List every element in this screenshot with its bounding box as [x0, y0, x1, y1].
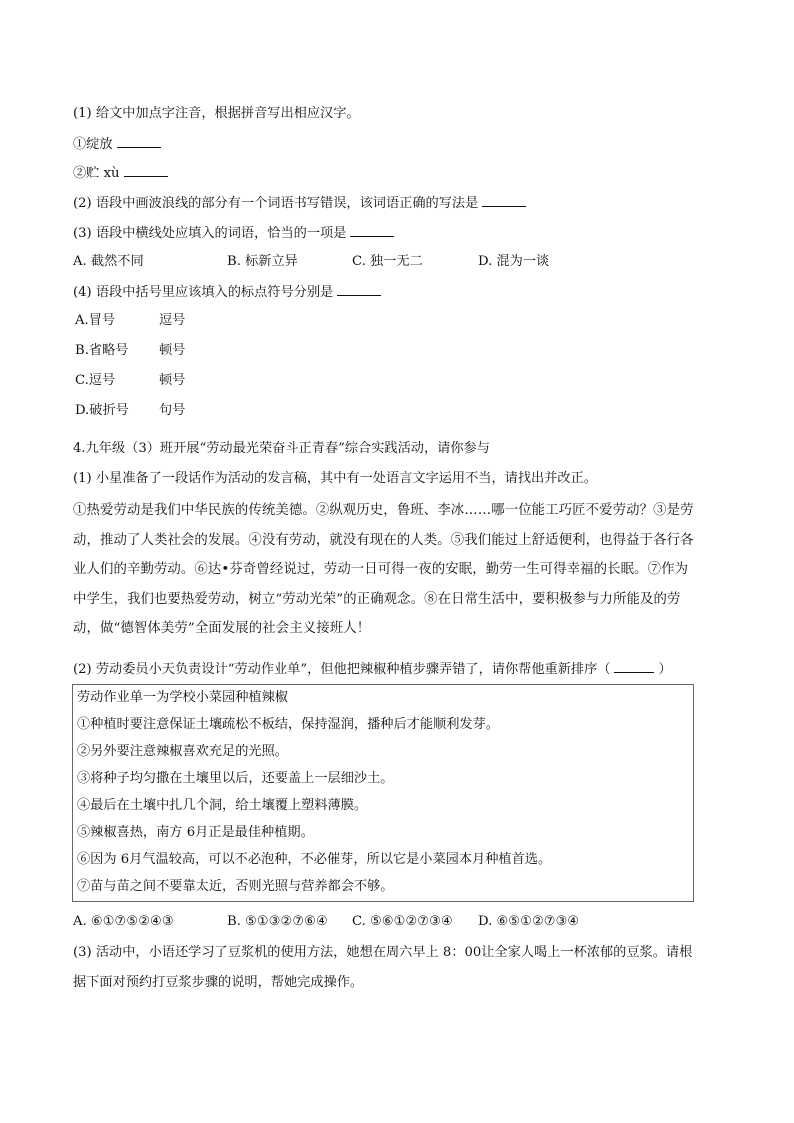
option-b[interactable]: [75, 342, 185, 360]
answer-blank[interactable]: [117, 135, 161, 148]
option-label: D.破折号: [75, 403, 129, 418]
paragraph-line: ①热爱劳动是我们中华民族的传统美德。②纵观历史，鲁班、李冰……哪一位能工巧匠不爱劳动？③是劳: [73, 503, 694, 518]
labor-worksheet-box: [72, 684, 694, 902]
worksheet-step: ⑤辣椒喜热，南方 6月正是最佳种植期。: [77, 825, 314, 840]
question-4-heading: 4.九年级（3）班开展“劳动最光荣奋斗正青春”综合实践活动，请你参与: [73, 441, 490, 456]
paragraph-line: 业人们的辛勤劳动。⑥达•芬奇曾经说过，劳动一日可得一夜的安眠，勤劳一生可得幸福的长眠。⑦作为: [73, 562, 689, 577]
paragraph-line: 中学生，我们也要热爱劳动，树立“劳动光荣”的正确观念。⑧在日常生活中，要积极参与力所能及的劳: [73, 591, 681, 607]
question-text: (2) 劳动委员小天负责设计“劳动作业单”，但他把辣椒种植步骤弄错了，请你帮他重新排序（: [73, 662, 611, 677]
option-d[interactable]: D. 混为一谈: [478, 254, 550, 269]
worksheet-step: ①种植时要注意保证土壤疏松不板结，保持湿润，播种后才能顺利发芽。: [77, 717, 499, 732]
option-c[interactable]: C. ⑤⑥①②⑦③④: [352, 914, 453, 929]
answer-blank[interactable]: [614, 660, 654, 673]
question-4-1: (1) 小星准备了一段话作为活动的发言稿，其中有一处语言文字运用不当，请找出并改正。: [73, 471, 597, 486]
answer-blank[interactable]: [124, 164, 168, 177]
question-3-2: [73, 194, 526, 213]
option-a[interactable]: A. ⑥①⑦⑤②④③: [73, 914, 174, 929]
item-text: ②贮 xù: [73, 166, 120, 181]
worksheet-step: ⑦苗与苗之间不要靠太近，否则光照与营养都会不够。: [77, 879, 394, 894]
worksheet-title: 劳动作业单一为学校小菜园种植辣椒: [77, 690, 288, 705]
option-d[interactable]: D. ⑥⑤①②⑦③④: [478, 914, 580, 929]
option-d[interactable]: [75, 402, 185, 420]
question-3-3: [73, 224, 394, 243]
question-3-4: [73, 283, 381, 302]
paragraph-line: 动，做“德智体美劳”全面发展的社会主义接班人！: [73, 621, 371, 636]
question-text: (2) 语段中画波浪线的部分有一个词语书写错误，该词语正确的写法是: [73, 196, 479, 211]
answer-blank[interactable]: [350, 224, 394, 237]
question-4-3-line-1: (3) 活动中，小语还学习了豆浆机的使用方法，她想在周六早上 8：00让全家人喝上一杯浓郁的豆浆。请根: [73, 945, 693, 960]
item-text: ①绽放: [73, 137, 113, 152]
option-c[interactable]: C. 独一无二: [352, 254, 423, 269]
option-a[interactable]: [75, 312, 185, 330]
question-text: (3) 语段中横线处应填入的词语，恰当的一项是: [73, 226, 347, 241]
question-text: (4) 语段中括号里应该填入的标点符号分别是: [73, 285, 334, 300]
answer-blank[interactable]: [482, 194, 526, 207]
worksheet-step: ②另外要注意辣椒喜欢充足的光照。: [77, 744, 288, 759]
question-3-1: (1) 给文中加点字注音，根据拼音写出相应汉字。: [73, 106, 360, 121]
option-a[interactable]: A. 截然不同: [73, 254, 144, 269]
answer-blank[interactable]: [337, 283, 381, 296]
question-3-1-b: [73, 164, 168, 183]
question-4-2: [73, 660, 672, 679]
option-b[interactable]: B. ⑤①③②⑦⑥④: [227, 914, 328, 929]
speech-paragraph: [73, 496, 723, 644]
option-label: A.冒号: [75, 313, 116, 328]
option-second: 句号: [159, 403, 186, 418]
option-second: 顿号: [159, 343, 186, 358]
question-4-3-line-2: 据下面对预约打豆浆步骤的说明，帮她完成操作。: [73, 975, 364, 990]
option-second: 逗号: [159, 313, 186, 328]
option-c[interactable]: [75, 372, 185, 390]
worksheet-step: ⑥因为 6月气温较高，可以不必泡种，不必催芽，所以它是小菜园本月种植首选。: [77, 852, 552, 867]
worksheet-step: ③将种子均匀撒在土壤里以后，还要盖上一层细沙土。: [77, 771, 394, 786]
option-b[interactable]: B. 标新立异: [227, 254, 298, 269]
option-second: 顿号: [159, 373, 186, 388]
question-text-end: ）: [658, 662, 672, 677]
option-label: B.省略号: [75, 343, 129, 358]
paragraph-line: 动，推动了人类社会的发展。④没有劳动，就没有现在的人类。⑤我们能过上舒适便利，也得益于各行各: [73, 532, 694, 548]
worksheet-step: ④最后在土壤中扎几个洞，给土壤覆上塑料薄膜。: [77, 798, 368, 813]
question-3-1-a: [73, 135, 161, 154]
option-label: C.逗号: [75, 373, 116, 388]
